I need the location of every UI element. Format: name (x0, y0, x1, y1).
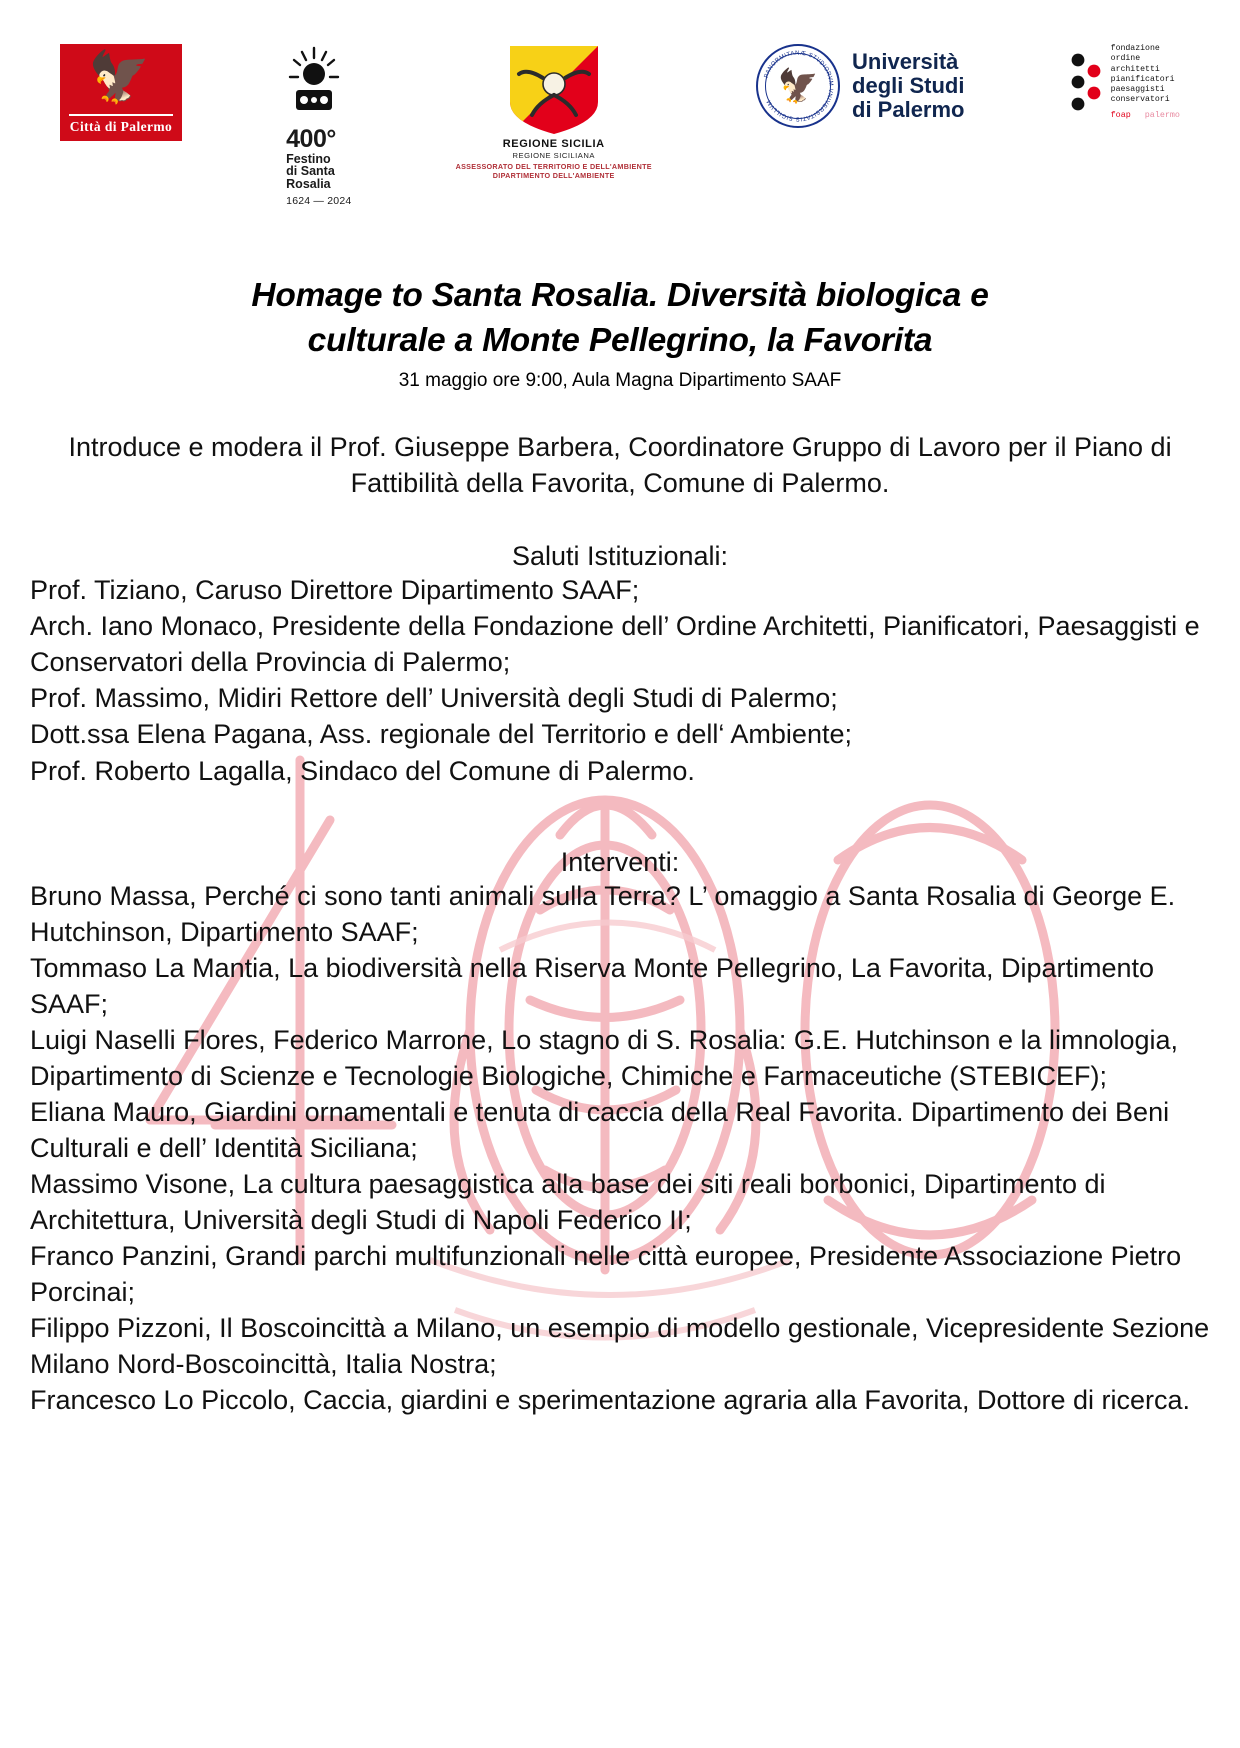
regione-line3: ASSESSORATO DEL TERRITORIO E DELL'AMBIENTE (455, 162, 652, 171)
saluti-item: Dott.ssa Elena Pagana, Ass. regionale del Territorio e dell‘ Ambiente; (30, 719, 852, 750)
interventi-heading: Interventi: (560, 846, 680, 877)
interventi-item: Luigi Naselli Flores, Federico Marrone, Lo stagno di S. Rosalia: G.E. Hutchinson e la limnologia, Dipartimento di Scienze e Tecnologie Biologiche, Chimiche e Farmaceutiche (STEBICEF); (30, 1024, 1179, 1091)
foap-bottom-left: foap (1110, 109, 1131, 120)
trinacria-icon (506, 44, 602, 134)
interventi-item: Eliana Mauro, Giardini ornamentali e tenuta di caccia della Real Favorita. Dipartimento dei Beni Culturali e dell’ Identità Siciliana; (30, 1096, 1170, 1163)
regione-line1: REGIONE SICILIA (502, 138, 605, 150)
saluti-item: Arch. Iano Monaco, Presidente della Fondazione dell’ Ordine Architetti, Pianificatori, Paesaggisti e Conservatori della Provincia di Palermo; (30, 611, 1200, 678)
saluti-list (0, 572, 1240, 788)
unipa-line1: Università (852, 49, 959, 75)
interventi-item: Franco Panzini, Grandi parchi multifunzionali nelle città europee, Presidente Associazione Pietro Porcinai; (30, 1240, 1182, 1307)
saluti-item: Prof. Roberto Lagalla, Sindaco del Comune di Palermo. (30, 755, 695, 786)
citta-di-palermo-label: Città di Palermo (69, 114, 173, 135)
regione-line4: DIPARTIMENTO DELL'AMBIENTE (492, 171, 615, 180)
foap-line-5: conservatori (1110, 95, 1170, 105)
logo-regione-sicilia (456, 44, 652, 180)
interventi-list (0, 878, 1240, 1418)
foap-line-3: pianificatori (1110, 74, 1175, 84)
unipa-line3: di Palermo (852, 96, 965, 122)
intro-paragraph: Introduce e modera il Prof. Giuseppe Barbera, Coordinatore Gruppo di Lavoro per il Piano di Fattibilità della Favorita, Comune di Palermo. (68, 432, 1172, 498)
regione-line2: REGIONE SICILIANA (512, 151, 595, 160)
festino-line1: Festino (286, 151, 331, 166)
logo-citta-di-palermo (60, 44, 182, 141)
logo-universita-palermo (756, 44, 964, 128)
title-line-2: culturale a Monte Pellegrino, la Favorita (307, 321, 933, 359)
logo-foap (1069, 44, 1180, 120)
title-block (0, 274, 1240, 392)
foap-line-1: ordine (1110, 54, 1141, 64)
title-line-1: Homage to Santa Rosalia. Diversità biologica e (251, 277, 989, 314)
foap-wordmark (1111, 44, 1180, 120)
university-seal-icon: 🦅 PANORMITANÆ STVDIORVM VNIVERSITATIS SIGILLVM (756, 44, 840, 128)
festino-400-label: 400° (286, 125, 336, 153)
foap-mark-icon (1069, 52, 1103, 112)
logo-strip (0, 44, 1240, 209)
interventi-item: Filippo Pizzoni, Il Boscoincittà a Milano, un esempio di modello gestionale, Vicepresidente Sezione Milano Nord-Boscoincittà, Italia Nostra; (30, 1312, 1210, 1379)
festino-line3: Rosalia (286, 177, 331, 191)
page-title (140, 274, 1100, 363)
unipa-line2: degli Studi (852, 73, 965, 99)
saluti-heading: Saluti Istituzionali: (511, 541, 729, 572)
interventi-item: Francesco Lo Piccolo, Caccia, giardini e sperimentazione agraria alla Favorita, Dottore di ricerca. (30, 1384, 1191, 1415)
svg-text:PANORMITANÆ STVDIORVM VNIVERSI: PANORMITANÆ STVDIORVM VNIVERSITATIS SIGILLVM (763, 50, 834, 122)
event-subtitle: 31 maggio ore 9:00, Aula Magna Dipartimento SAAF (398, 370, 842, 392)
interventi-item: Tommaso La Mantia, La biodiversità nella Riserva Monte Pellegrino, La Favorita, Dipartimento SAAF; (30, 952, 1155, 1019)
festino-years: 1624 — 2024 (286, 194, 352, 207)
saluti-item: Prof. Massimo, Midiri Rettore dell’ Università degli Studi di Palermo; (30, 683, 838, 714)
saluti-item: Prof. Tiziano, Caruso Direttore Dipartimento SAAF; (30, 575, 640, 606)
interventi-item: Massimo Visone, La cultura paesaggistica alla base dei siti reali borbonici, Dipartimento di Architettura, Università degli Studi di Napoli Federico II; (30, 1168, 1106, 1235)
foap-line-4: paesaggisti (1110, 85, 1165, 94)
foap-line-2: architetti (1110, 64, 1160, 74)
logo-festino-400 (286, 44, 351, 206)
foap-bottom-right: palermo (1144, 109, 1180, 120)
festino-line2: di Santa (286, 164, 335, 179)
foap-line-0: fondazione (1110, 44, 1160, 53)
festino-emblem-icon (286, 44, 342, 116)
interventi-item: Bruno Massa, Perché ci sono tanti animali sulla Terra? L’ omaggio a Santa Rosalia di George E. Hutchinson, Dipartimento SAAF; (30, 880, 1176, 947)
eagle-icon: 🦅 (88, 49, 151, 105)
